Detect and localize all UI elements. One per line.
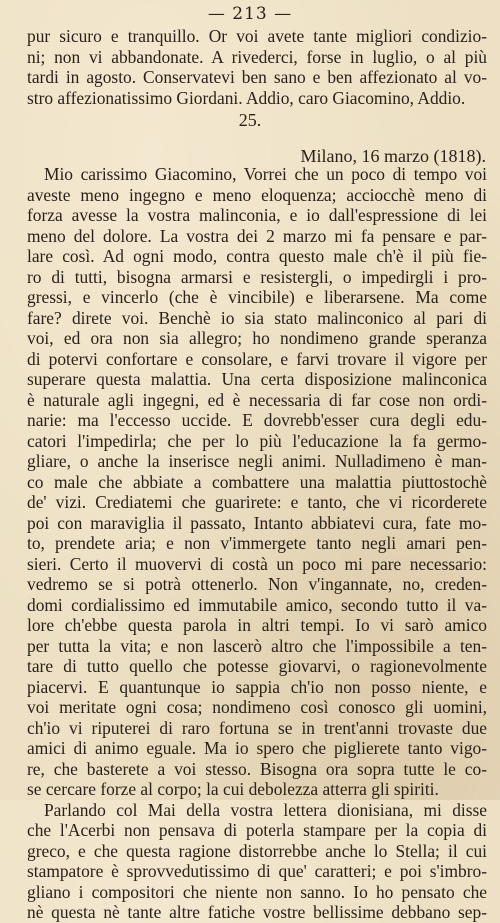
text-line: to, prendete aria; e non v'immergete tanto negli amari pen- bbox=[27, 533, 487, 553]
text-line: sieri. Certo il muovervi di costà un poco mi pare necessario: bbox=[27, 553, 487, 574]
text-line: gressi, e vincerlo (che è vincibile) e liberarsene. Ma come bbox=[27, 287, 487, 307]
text-line: gliare, o anche la inserisce negli animi. Nulladimeno è man- bbox=[27, 451, 487, 471]
text-line: ch'io vi riputerei di raro fortuna se in trent'anni trovaste due bbox=[27, 717, 487, 738]
letter-number: 25. bbox=[238, 110, 262, 130]
text-line: per tutta la vita; e non lascerò altro che l'impossibile a ten- bbox=[27, 635, 487, 656]
top-paragraph bbox=[27, 26, 487, 108]
text-line: fare? direte voi. Benchè io sia stato malinconico al pari di bbox=[27, 307, 487, 328]
text-line: de' vizi. Crediatemi che guarirete: e tanto, che vi ricorderete bbox=[27, 492, 487, 512]
letter-body bbox=[27, 164, 487, 923]
text-line: amici di animo eguale. Ma io spero che piglierete tanto vigo- bbox=[27, 738, 487, 758]
text-line: stro affezionatissimo Giordani. Addio, caro Giacomino, Addio. bbox=[27, 87, 466, 108]
text-line: è naturale agli ingegni, ed è necessaria di far cose non ordi- bbox=[27, 389, 487, 410]
page-number: — 213 — bbox=[207, 4, 293, 24]
text-line: Parlando col Mai della vostra lettera dionisiana, mi disse bbox=[44, 799, 487, 820]
text-line: greco, e che questa ragione distorrebbe anche lo Stella; il cui bbox=[27, 840, 487, 861]
text-line: voi, ed ora non sia allegro; ho nondimeno grande speranza bbox=[27, 328, 487, 348]
text-line: vedremo se si potrà ottenerlo. Non v'ingannate, no, creden- bbox=[27, 574, 487, 594]
text-line: domi cordialissimo ed immutabile amico, secondo tutto il va- bbox=[27, 594, 487, 615]
text-line: ni; non vi abbandonate. A rivederci, forse in luglio, o al più bbox=[27, 46, 487, 67]
text-line: catori l'impedirla; che per lo più l'educazione la fa germo- bbox=[27, 430, 487, 451]
text-line: poi con maraviglia il passato, Intanto abbiatevi cura, fate mo- bbox=[27, 512, 487, 533]
text-line: gliano i compositori che niente non sanno. Io ho pensato che bbox=[27, 881, 487, 902]
text-line: di potervi confortare e consolare, e farvi trovare il vigore per bbox=[27, 348, 487, 369]
text-line: aveste meno ingegno e meno eloquenza; acciocchè meno di bbox=[27, 184, 487, 205]
letter-dateline: Milano, 16 marzo (1818). bbox=[300, 146, 486, 166]
text-line: Mio carissimo Giacomino, Vorrei che un poco di tempo voi bbox=[44, 164, 487, 184]
text-line: voi meritate ogni cosa; nondimeno così conosco gli uomini, bbox=[27, 697, 487, 717]
text-line: tardi in agosto. Conservatevi ben sano e ben affezionato al vo- bbox=[27, 67, 487, 87]
text-line: stampatore è sprovvedutissimo di que' caratteri; e poi s'imbro- bbox=[27, 861, 487, 881]
text-line: piacervi. E quantunque io sappia ch'io non posso niente, e bbox=[27, 676, 487, 697]
text-line: se cercare forze al corpo; la cui debolezza atterra gli spiriti. bbox=[27, 779, 439, 799]
text-line: forza avesse la vostra malinconia, e io dall'espressione di lei bbox=[27, 205, 487, 225]
text-line: narie: ma l'eccesso uccide. E dovrebb'esser cura degli edu- bbox=[27, 410, 487, 430]
text-line: lare così. Ad ogni modo, contra questo male ch'è il più fie- bbox=[27, 246, 487, 266]
text-line: lore ch'ebbe questa parola in altri tempi. Io vi sarò amico bbox=[27, 615, 487, 635]
text-line: tare di tutto quello che potesse giovarvi, o ragionevolmente bbox=[27, 656, 487, 676]
text-line: co male che abbiate a combattere una malattia piuttostochè bbox=[27, 471, 487, 492]
text-line: nè questa nè tante altre fatiche vostre bellissime debbano sep- bbox=[27, 902, 487, 922]
text-line: meno del dolore. La vostra dei 2 marzo mi fa pensare e par- bbox=[27, 225, 487, 246]
text-line: pur sicuro e tranquillo. Or voi avete tante migliori condizio- bbox=[27, 26, 487, 46]
text-line: superare questa malattia. Una certa disposizione malinconica bbox=[27, 369, 487, 389]
text-line: re, che basterete a voi stesso. Bisogna ora sopra tutte le co- bbox=[27, 758, 487, 779]
text-line: ro di tutti, bisogna armarsi e resistergli, o impedirgli i pro- bbox=[27, 266, 487, 287]
text-line: che l'Acerbi non pensava di poterla stampare per la copia di bbox=[27, 820, 487, 840]
